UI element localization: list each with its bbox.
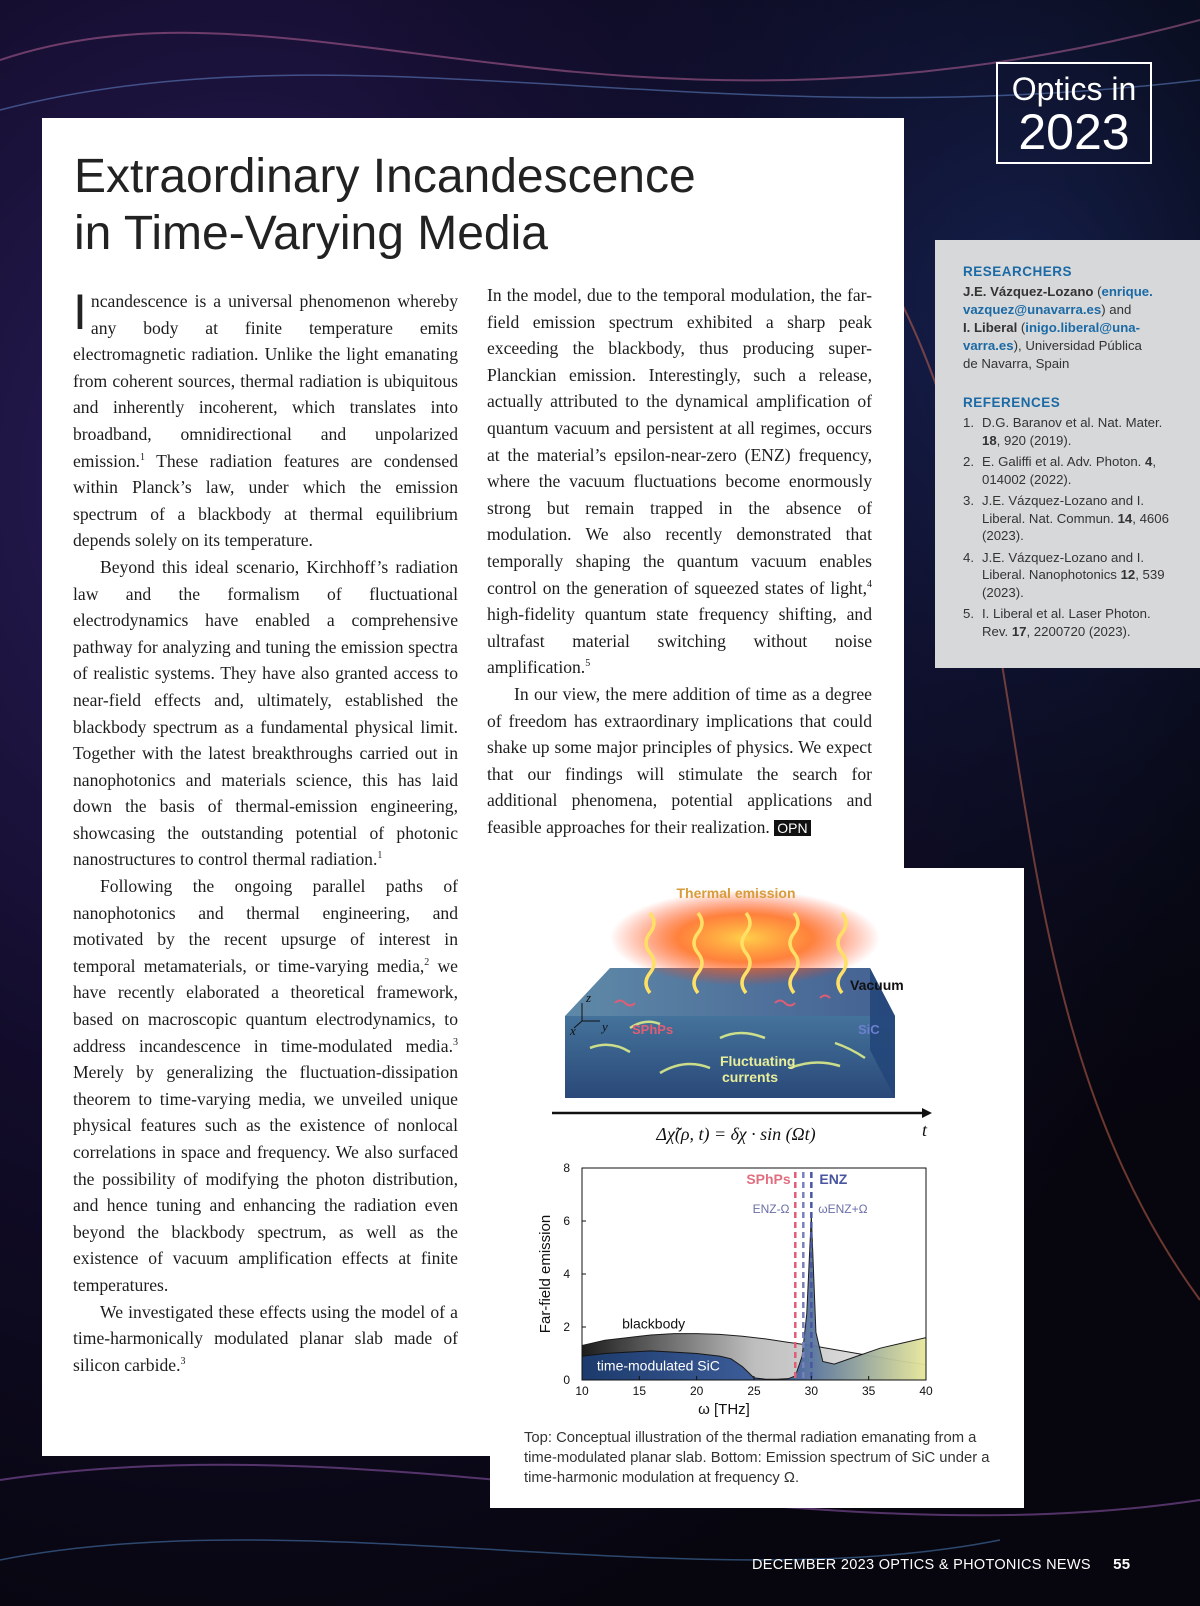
x-tick-label: 30 <box>804 1384 819 1398</box>
reference-item <box>963 492 1178 545</box>
optics-in-2023-badge <box>996 62 1152 164</box>
thermal-emission-label: Thermal emission <box>676 885 796 901</box>
page-number: 55 <box>1113 1556 1131 1573</box>
figure-caption: Top: Conceptual illustration of the thermal radiation emanating from a time-modulated planar slab. Bottom: Emission spectrum of SiC under a time-harmonic modulation at frequency Ω. <box>524 1430 990 1486</box>
p5-text: In our view, the mere addition of time as a degree of freedom has extraordinary implications that could shake up some major principles of physics. We expect that our findings will stimulate the search for additional phenomena, potential applications and feasible approaches for their realization. <box>487 683 872 837</box>
annotation-enz: ENZ <box>819 1170 848 1187</box>
annotation-enz-minus: ENZ-Ω <box>752 1202 790 1217</box>
magazine-name: OPTICS & PHOTONICS NEWS <box>878 1557 1091 1573</box>
researchers-list: J.E. Vázquez-Lozano (enrique. vazquez@unavarra.es) and I. Liberal (inigo.liberal@una- varra.es), Universidad Pública de Navarra, Spain <box>963 284 1153 371</box>
paragraph-3 <box>73 873 458 1299</box>
column-right <box>487 282 872 841</box>
reference-volume: 14 <box>1117 510 1133 526</box>
researcher-1-name: J.E. Vázquez-Lozano <box>963 284 1094 299</box>
p1-tail: These radiation features are condensed within Planck’s law, under which the emission spectrum of a blackbody at thermal equilibrium depends solely on its temperature. <box>73 450 458 551</box>
researcher-2-name: I. Liberal <box>963 320 1018 335</box>
modulation-equation: Δχ̃(ρ, t) = δχ · sin (Ωt) <box>656 1124 816 1144</box>
reference-volume: 18 <box>982 432 997 448</box>
column-left <box>73 284 458 1378</box>
x-tick-label: 35 <box>861 1384 876 1398</box>
reference-number: 5. <box>963 606 974 621</box>
drop-cap: I <box>73 284 87 340</box>
references-heading: REFERENCES <box>963 395 1061 410</box>
paragraph-1 <box>73 284 458 554</box>
reference-number: 2. <box>963 454 974 469</box>
emission-chart <box>537 1161 933 1418</box>
annotation-sphps: SPhPs <box>746 1170 791 1187</box>
p4-text-a: We investigated these effects using the model of a time-harmonically modulated planar slab made of silicon carbide. <box>73 1301 458 1375</box>
article-title <box>74 148 874 262</box>
references-list <box>963 414 1178 640</box>
x-tick-label: 15 <box>632 1384 647 1398</box>
p1-text: ncandescence is a universal phenomenon whereby any body at finite temperature emits electromagnetic radiation. Unlike the light emanating from coherent sources, thermal radiation is ubiquitous and inherently incoherent, which translates into broadband, omnidirectional and unpolarized emission. <box>73 291 458 471</box>
reference-pages: , 539 (2023). <box>982 567 1165 600</box>
email-part: enrique. <box>1101 284 1153 299</box>
series-label-blackbody: blackbody <box>622 1315 686 1332</box>
x-axis-label: ω [THz] <box>698 1401 750 1418</box>
y-tick-label: 2 <box>563 1320 570 1334</box>
researchers-heading: RESEARCHERS <box>963 264 1073 279</box>
reference-text: E. Galiffi et al. Adv. Photon. <box>982 454 1145 469</box>
page-footer <box>752 1556 1130 1573</box>
footnote-ref: 4 <box>867 578 872 590</box>
paragraph-2 <box>73 554 458 873</box>
axis-z: z <box>586 990 592 1005</box>
reference-item <box>963 414 1178 449</box>
p3-text-b: we have recently elaborated a theoretical framework, based on macroscopic quantum electrodynamics, to address incandescence in time-modulated media. <box>73 955 458 1056</box>
reference-text: D.G. Baranov et al. Nat. Mater. <box>982 415 1163 430</box>
p3-text-a: Following the ongoing parallel paths of nanophotonics and thermal engineering, and motivated by the recent upsurge of interest in temporal metamaterials, or time-varying media, <box>73 876 458 976</box>
x-tick-label: 10 <box>575 1384 589 1398</box>
reference-text: J.E. Vázquez-Lozano and I. Liberal. Nanophotonics <box>982 549 1145 582</box>
x-tick-label: 25 <box>747 1384 761 1398</box>
vacuum-label: Vacuum <box>850 977 904 993</box>
axis-x: x <box>570 1023 576 1038</box>
footnote-ref: 1 <box>139 451 145 463</box>
x-tick-label: 20 <box>689 1384 704 1398</box>
paragraph-4-cont <box>487 282 872 681</box>
title-line1: Extraordinary Incandescence <box>74 150 696 203</box>
sphps-label: SPhPs <box>632 1022 674 1037</box>
reference-item <box>963 453 1178 488</box>
reference-number: 3. <box>963 493 974 508</box>
y-tick-label: 8 <box>563 1161 570 1175</box>
sic-label: SiC <box>858 1022 880 1037</box>
reference-pages: , 014002 (2022). <box>982 454 1156 487</box>
t-label: t <box>922 1120 928 1140</box>
reference-pages: , 2200720 (2023). <box>1026 623 1131 639</box>
reference-volume: 4 <box>1144 454 1153 469</box>
reference-item <box>963 605 1178 640</box>
p4-text-c: high-fidelity quantum state frequency shifting, and ultrafast material switching without noise amplification. <box>487 604 872 678</box>
opn-end-mark: OPN <box>774 820 810 836</box>
annotation-enz-plus: ωENZ+Ω <box>818 1202 868 1217</box>
axis-y: y <box>602 1019 608 1034</box>
fluctuating-label-1: Fluctuating <box>720 1053 796 1069</box>
reference-volume: 12 <box>1120 567 1136 582</box>
and-word: and <box>1109 302 1132 317</box>
y-tick-label: 4 <box>563 1267 570 1281</box>
paragraph-4 <box>73 1299 458 1379</box>
p2-text: Beyond this ideal scenario, Kirchhoff’s radiation law and the formalism of fluctuational electrodynamics have enabled a comprehensive pathway for analyzing and tuning the emission spectra of realistic systems. They have also granted access to near-field effects and, ultimately, established the blackbody spectrum as a fundamental physical limit. Together with the latest breakthroughs carried out in nanophotonics and materials science, this has laid down the basis of thermal-emission engineering, showcasing the outstanding potential of photonic nanostructures to control thermal radiation. <box>73 556 458 870</box>
footnote-ref: 3 <box>453 1036 458 1048</box>
p3-text-c: Merely by generalizing the fluctuation-dissipation theorem to time-varying media, we unveiled unique physical features such as the existence of nonlocal correlations in space and frequency. We also surfaced the possibility of modifying the photon distribution, and hence tuning and enhancing the radiation even beyond the blackbody spectrum, as well as the existence of vacuum amplification effects at finite temperatures. <box>73 1062 458 1295</box>
badge-line1: Optics in <box>1011 71 1137 107</box>
email-part: inigo.liberal@una- <box>1025 320 1140 335</box>
reference-text: J.E. Vázquez-Lozano and I. Liberal. Nat. Commun. <box>982 493 1145 526</box>
title-line2: in Time-Varying Media <box>74 207 548 260</box>
reference-pages: , 920 (2019). <box>996 432 1072 448</box>
reference-text: I. Liberal et al. Laser Photon. Rev. <box>982 606 1151 639</box>
p4-text-b: In the model, due to the temporal modulation, the far-field emission spectrum exhibited a sharp peak exceeding the blackbody, thus producing super-Planckian emission. Interestingly, such a release, actually attributed to the dynamical amplification of quantum vacuum and persistent at all regimes, occurs at the material’s epsilon-near-zero (ENZ) frequency, where the vacuum fluctuations become enormously strong but remain trapped in the absence of modulation. We also recently demonstrated that temporally shaping the quantum vacuum enables control on the generation of squeezed states of light, <box>487 285 872 598</box>
y-tick-label: 6 <box>563 1214 570 1228</box>
issue-date: DECEMBER 2023 <box>752 1557 875 1573</box>
info-sidebar <box>935 240 1200 668</box>
affiliation: de Navarra, Spain <box>963 356 1070 371</box>
email-part: vazquez@unavarra.es <box>963 302 1102 317</box>
y-tick-label: 0 <box>563 1373 570 1387</box>
footnote-ref: 1 <box>377 850 383 862</box>
affiliation: Universidad Pública <box>1025 338 1142 353</box>
figure-panel <box>490 868 1024 1508</box>
figure-illustration <box>490 868 1024 1428</box>
footnote-ref: 3 <box>180 1355 186 1367</box>
time-arrow-icon <box>922 1108 932 1118</box>
reference-pages: , 4606 (2023). <box>982 510 1169 543</box>
email-part: varra.es <box>963 338 1014 353</box>
reference-number: 4. <box>963 549 974 565</box>
reference-item <box>963 549 1178 602</box>
reference-volume: 17 <box>1011 623 1027 639</box>
x-tick-label: 40 <box>919 1384 933 1398</box>
y-axis-label: Far-field emission <box>537 1214 554 1334</box>
fluctuating-label-2: currents <box>722 1069 779 1085</box>
footnote-ref: 5 <box>585 658 591 670</box>
badge-line2: 2023 <box>1018 104 1130 160</box>
footnote-ref: 2 <box>424 956 430 968</box>
series-label-sic: time-modulated SiC <box>596 1357 720 1374</box>
paragraph-5 <box>487 681 872 842</box>
reference-number: 1. <box>963 415 974 430</box>
